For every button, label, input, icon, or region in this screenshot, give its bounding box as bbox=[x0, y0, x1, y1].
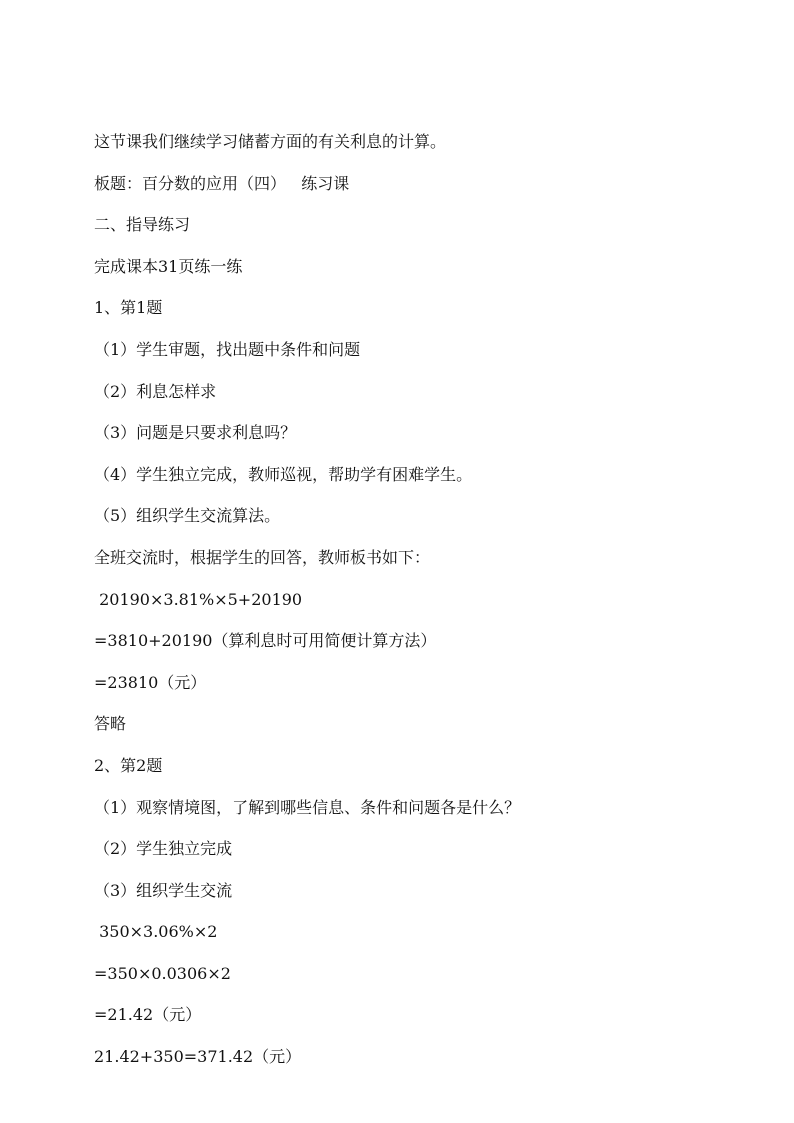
problem-1-step-1: （1）学生审题，找出题中条件和问题 bbox=[94, 339, 361, 359]
problem-2-step-1: （1）观察情境图，了解到哪些信息、条件和问题各是什么？ bbox=[94, 797, 521, 817]
document-body bbox=[94, 128, 714, 1085]
problem-1-step-3: （3）问题是只要求利息吗？ bbox=[94, 423, 297, 443]
board-title: 板题：百分数的应用（四） 练习课 bbox=[94, 173, 350, 193]
section-heading: 二、指导练习 bbox=[94, 215, 191, 235]
task-instruction: 完成课本31页练一练 bbox=[94, 256, 243, 276]
class-discussion-note: 全班交流时，根据学生的回答，教师板书如下： bbox=[94, 547, 431, 567]
answer-omitted: 答略 bbox=[94, 714, 127, 734]
calc-line-3: =23810（元） bbox=[94, 672, 207, 692]
calc-line-5: =350×0.0306×2 bbox=[94, 963, 231, 983]
problem-1-heading: 1、第1题 bbox=[94, 298, 163, 318]
problem-1-step-2: （2）利息怎样求 bbox=[94, 381, 217, 401]
calc-line-6: =21.42（元） bbox=[94, 1005, 202, 1025]
intro-sentence: 这节课我们继续学习储蓄方面的有关利息的计算。 bbox=[94, 132, 447, 151]
problem-2-step-2: （2）学生独立完成 bbox=[94, 839, 233, 859]
problem-2-step-3: （3）组织学生交流 bbox=[94, 880, 233, 900]
problem-1-step-5: （5）组织学生交流算法。 bbox=[94, 506, 281, 526]
problem-2-heading: 2、第2题 bbox=[94, 755, 163, 775]
calc-line-2: =3810+20190（算利息时可用简便计算方法） bbox=[94, 631, 437, 651]
calc-line-7: 21.42+350=371.42（元） bbox=[94, 1047, 302, 1067]
calc-line-4: 350×3.06%×2 bbox=[94, 922, 218, 942]
calc-line-1: 20190×3.81%×5+20190 bbox=[94, 589, 303, 609]
problem-1-step-4: （4）学生独立完成，教师巡视，帮助学有困难学生。 bbox=[94, 464, 473, 484]
